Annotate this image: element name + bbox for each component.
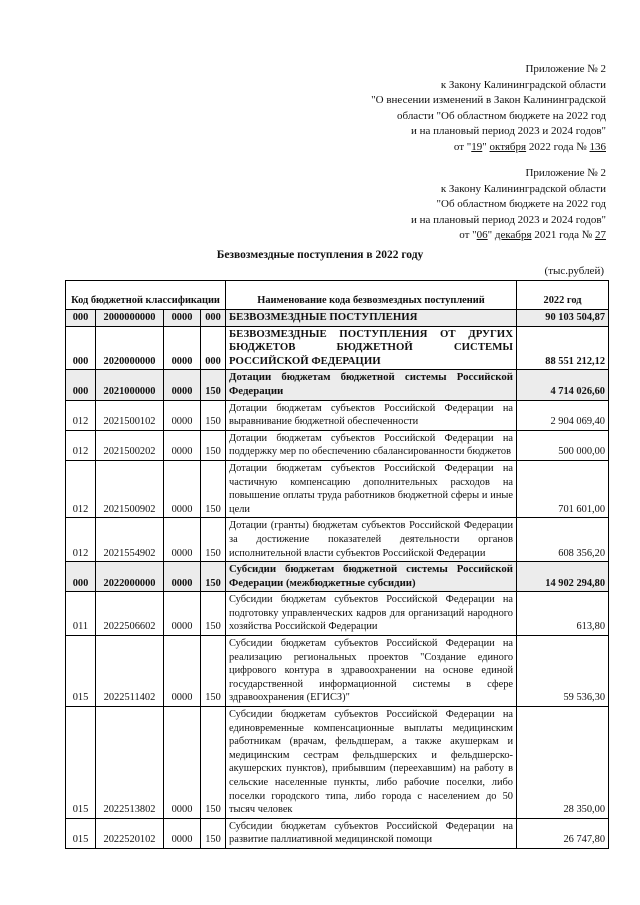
table-row bbox=[66, 636, 609, 707]
code-ministry: 012 bbox=[66, 430, 96, 460]
code-program: 0000 bbox=[164, 430, 201, 460]
code-economic: 150 bbox=[201, 592, 226, 636]
header-day: 19 bbox=[471, 140, 483, 153]
code-ministry: 015 bbox=[66, 818, 96, 848]
code-economic: 000 bbox=[201, 310, 226, 327]
code-ministry: 015 bbox=[66, 707, 96, 819]
code-group: 2022520102 bbox=[96, 818, 164, 848]
header-line: и на плановый период 2023 и 2024 годов" bbox=[410, 125, 606, 137]
code-economic: 150 bbox=[201, 818, 226, 848]
table-header-row bbox=[66, 281, 609, 310]
row-value: 26 747,80 bbox=[517, 818, 609, 848]
code-program: 0000 bbox=[164, 592, 201, 636]
table-row bbox=[66, 592, 609, 636]
code-economic: 150 bbox=[201, 518, 226, 562]
code-program: 0000 bbox=[164, 707, 201, 819]
code-program: 0000 bbox=[164, 818, 201, 848]
row-value: 90 103 504,87 bbox=[517, 310, 609, 327]
row-name: Субсидии бюджетам субъектов Российской Федерации на подготовку управленческих кадров для организаций народного хозяйства Российской Федерации bbox=[226, 592, 517, 636]
header-day: 06 bbox=[476, 229, 488, 241]
code-program: 0000 bbox=[164, 326, 201, 370]
code-group: 2021500102 bbox=[96, 400, 164, 430]
table-row bbox=[66, 310, 609, 327]
code-ministry: 000 bbox=[66, 326, 96, 370]
table-body bbox=[66, 310, 609, 849]
header-number: 136 bbox=[589, 140, 606, 153]
code-ministry: 012 bbox=[66, 460, 96, 517]
code-ministry: 012 bbox=[66, 400, 96, 430]
header-line: области "Об областном бюджете на 2022 год bbox=[397, 109, 606, 122]
code-ministry: 000 bbox=[66, 370, 96, 400]
header-line: Приложение № 2 bbox=[525, 167, 606, 179]
code-group: 2022000000 bbox=[96, 562, 164, 592]
code-economic: 150 bbox=[201, 707, 226, 819]
header-line: "Об областном бюджете на 2022 год bbox=[436, 198, 606, 210]
table-row bbox=[66, 818, 609, 848]
code-economic: 150 bbox=[201, 400, 226, 430]
code-program: 0000 bbox=[164, 370, 201, 400]
header-original-law bbox=[411, 166, 606, 244]
row-name: Дотации бюджетам субъектов Российской Федерации на поддержку мер по обеспечению сбалансированности бюджетов bbox=[226, 430, 517, 460]
code-program: 0000 bbox=[164, 518, 201, 562]
code-ministry: 011 bbox=[66, 592, 96, 636]
code-ministry: 015 bbox=[66, 636, 96, 707]
row-value: 14 902 294,80 bbox=[517, 562, 609, 592]
row-name: Дотации бюджетам субъектов Российской Федерации на выравнивание бюджетной обеспеченности bbox=[226, 400, 517, 430]
code-economic: 150 bbox=[201, 370, 226, 400]
row-name: Субсидии бюджетам бюджетной системы Российской Федерации (межбюджетные субсидии) bbox=[226, 562, 517, 592]
table-row bbox=[66, 400, 609, 430]
header-current-amendment bbox=[371, 62, 606, 155]
code-program: 0000 bbox=[164, 562, 201, 592]
row-name: Дотации (гранты) бюджетам субъектов Российской Федерации за достижение показателей деятельности органов исполнительной власти субъектов Российской Федерации bbox=[226, 518, 517, 562]
row-name: Субсидии бюджетам субъектов Российской Федерации на единовременные компенсационные выплаты медицинским работникам (врачам, фельдшерам, а также акушеркам и медицинским сестрам фельдшерских и фельдшерско-акушерских пунктов), прибывшим (переехавшим) на работу в сельские населенные пункты, либо рабочие поселки, либо поселки городского типа, либо города с населением до 50 тысяч человек bbox=[226, 707, 517, 819]
revenue-table bbox=[65, 280, 609, 849]
header-month: октября bbox=[489, 140, 527, 153]
header-date-line: от "06" декабря 2021 года № 27 bbox=[459, 229, 606, 241]
row-value: 2 904 069,40 bbox=[517, 400, 609, 430]
code-program: 0000 bbox=[164, 400, 201, 430]
code-group: 2021500902 bbox=[96, 460, 164, 517]
header-line: к Закону Калининградской области bbox=[440, 182, 606, 195]
code-ministry: 000 bbox=[66, 310, 96, 327]
code-ministry: 000 bbox=[66, 562, 96, 592]
code-group: 2021500202 bbox=[96, 430, 164, 460]
table-row bbox=[66, 518, 609, 562]
row-name: Субсидии бюджетам субъектов Российской Федерации на реализацию региональных проектов "Создание единого цифрового контура в здравоохранении на основе единой государственной информационной системы в сфере здравоохранения (ЕГИСЗ)" bbox=[226, 636, 517, 707]
row-value: 500 000,00 bbox=[517, 430, 609, 460]
header-line: Приложение № 2 bbox=[525, 63, 606, 75]
code-group: 2021554902 bbox=[96, 518, 164, 562]
page-title: Безвозмездные поступления в 2022 году bbox=[216, 249, 424, 261]
code-economic: 150 bbox=[201, 636, 226, 707]
row-name: БЕЗВОЗМЕЗДНЫЕ ПОСТУПЛЕНИЯ ОТ ДРУГИХ БЮДЖЕТОВ БЮДЖЕТНОЙ СИСТЕМЫ РОССИЙСКОЙ ФЕДЕРАЦИИ bbox=[226, 326, 517, 370]
row-value: 59 536,30 bbox=[517, 636, 609, 707]
table-row bbox=[66, 460, 609, 517]
code-group: 2022513802 bbox=[96, 707, 164, 819]
code-economic: 150 bbox=[201, 460, 226, 517]
table-row bbox=[66, 326, 609, 370]
code-group: 2020000000 bbox=[96, 326, 164, 370]
header-month: декабря bbox=[494, 229, 532, 241]
header-number: 27 bbox=[595, 229, 606, 241]
row-value: 4 714 026,60 bbox=[517, 370, 609, 400]
units-label: (тыс.рублей) bbox=[544, 265, 604, 277]
row-name: Дотации бюджетам бюджетной системы Российской Федерации bbox=[226, 370, 517, 400]
row-name: Дотации бюджетам субъектов Российской Федерации на частичную компенсацию дополнительных расходов на повышение оплаты труда работников бюджетной сферы и иные цели bbox=[226, 460, 517, 517]
row-name: Субсидии бюджетам субъектов Российской Федерации на развитие паллиативной медицинской помощи bbox=[226, 818, 517, 848]
row-value: 608 356,20 bbox=[517, 518, 609, 562]
table-row bbox=[66, 370, 609, 400]
header-date-line: от "19" октября 2022 года № 136 bbox=[453, 140, 606, 153]
code-group: 2000000000 bbox=[96, 310, 164, 327]
table-row bbox=[66, 430, 609, 460]
code-program: 0000 bbox=[164, 460, 201, 517]
header-line: "О внесении изменений в Закон Калининградской bbox=[371, 94, 606, 106]
header-year: 2022 год bbox=[517, 281, 609, 310]
row-value: 28 350,00 bbox=[517, 707, 609, 819]
row-value: 613,80 bbox=[517, 592, 609, 636]
code-economic: 000 bbox=[201, 326, 226, 370]
header-name: Наименование кода безвозмездных поступлений bbox=[226, 281, 517, 310]
table-row bbox=[66, 562, 609, 592]
code-group: 2022511402 bbox=[96, 636, 164, 707]
code-ministry: 012 bbox=[66, 518, 96, 562]
code-economic: 150 bbox=[201, 562, 226, 592]
row-value: 88 551 212,12 bbox=[517, 326, 609, 370]
code-group: 2022506602 bbox=[96, 592, 164, 636]
header-line: к Закону Калининградской области bbox=[440, 78, 606, 91]
row-name: БЕЗВОЗМЕЗДНЫЕ ПОСТУПЛЕНИЯ bbox=[226, 310, 517, 327]
code-program: 0000 bbox=[164, 310, 201, 327]
header-code: Код бюджетной классификации bbox=[66, 281, 226, 310]
code-group: 2021000000 bbox=[96, 370, 164, 400]
code-economic: 150 bbox=[201, 430, 226, 460]
table-row bbox=[66, 707, 609, 819]
row-value: 701 601,00 bbox=[517, 460, 609, 517]
code-program: 0000 bbox=[164, 636, 201, 707]
header-line: и на плановый период 2023 и 2024 годов" bbox=[410, 213, 606, 226]
